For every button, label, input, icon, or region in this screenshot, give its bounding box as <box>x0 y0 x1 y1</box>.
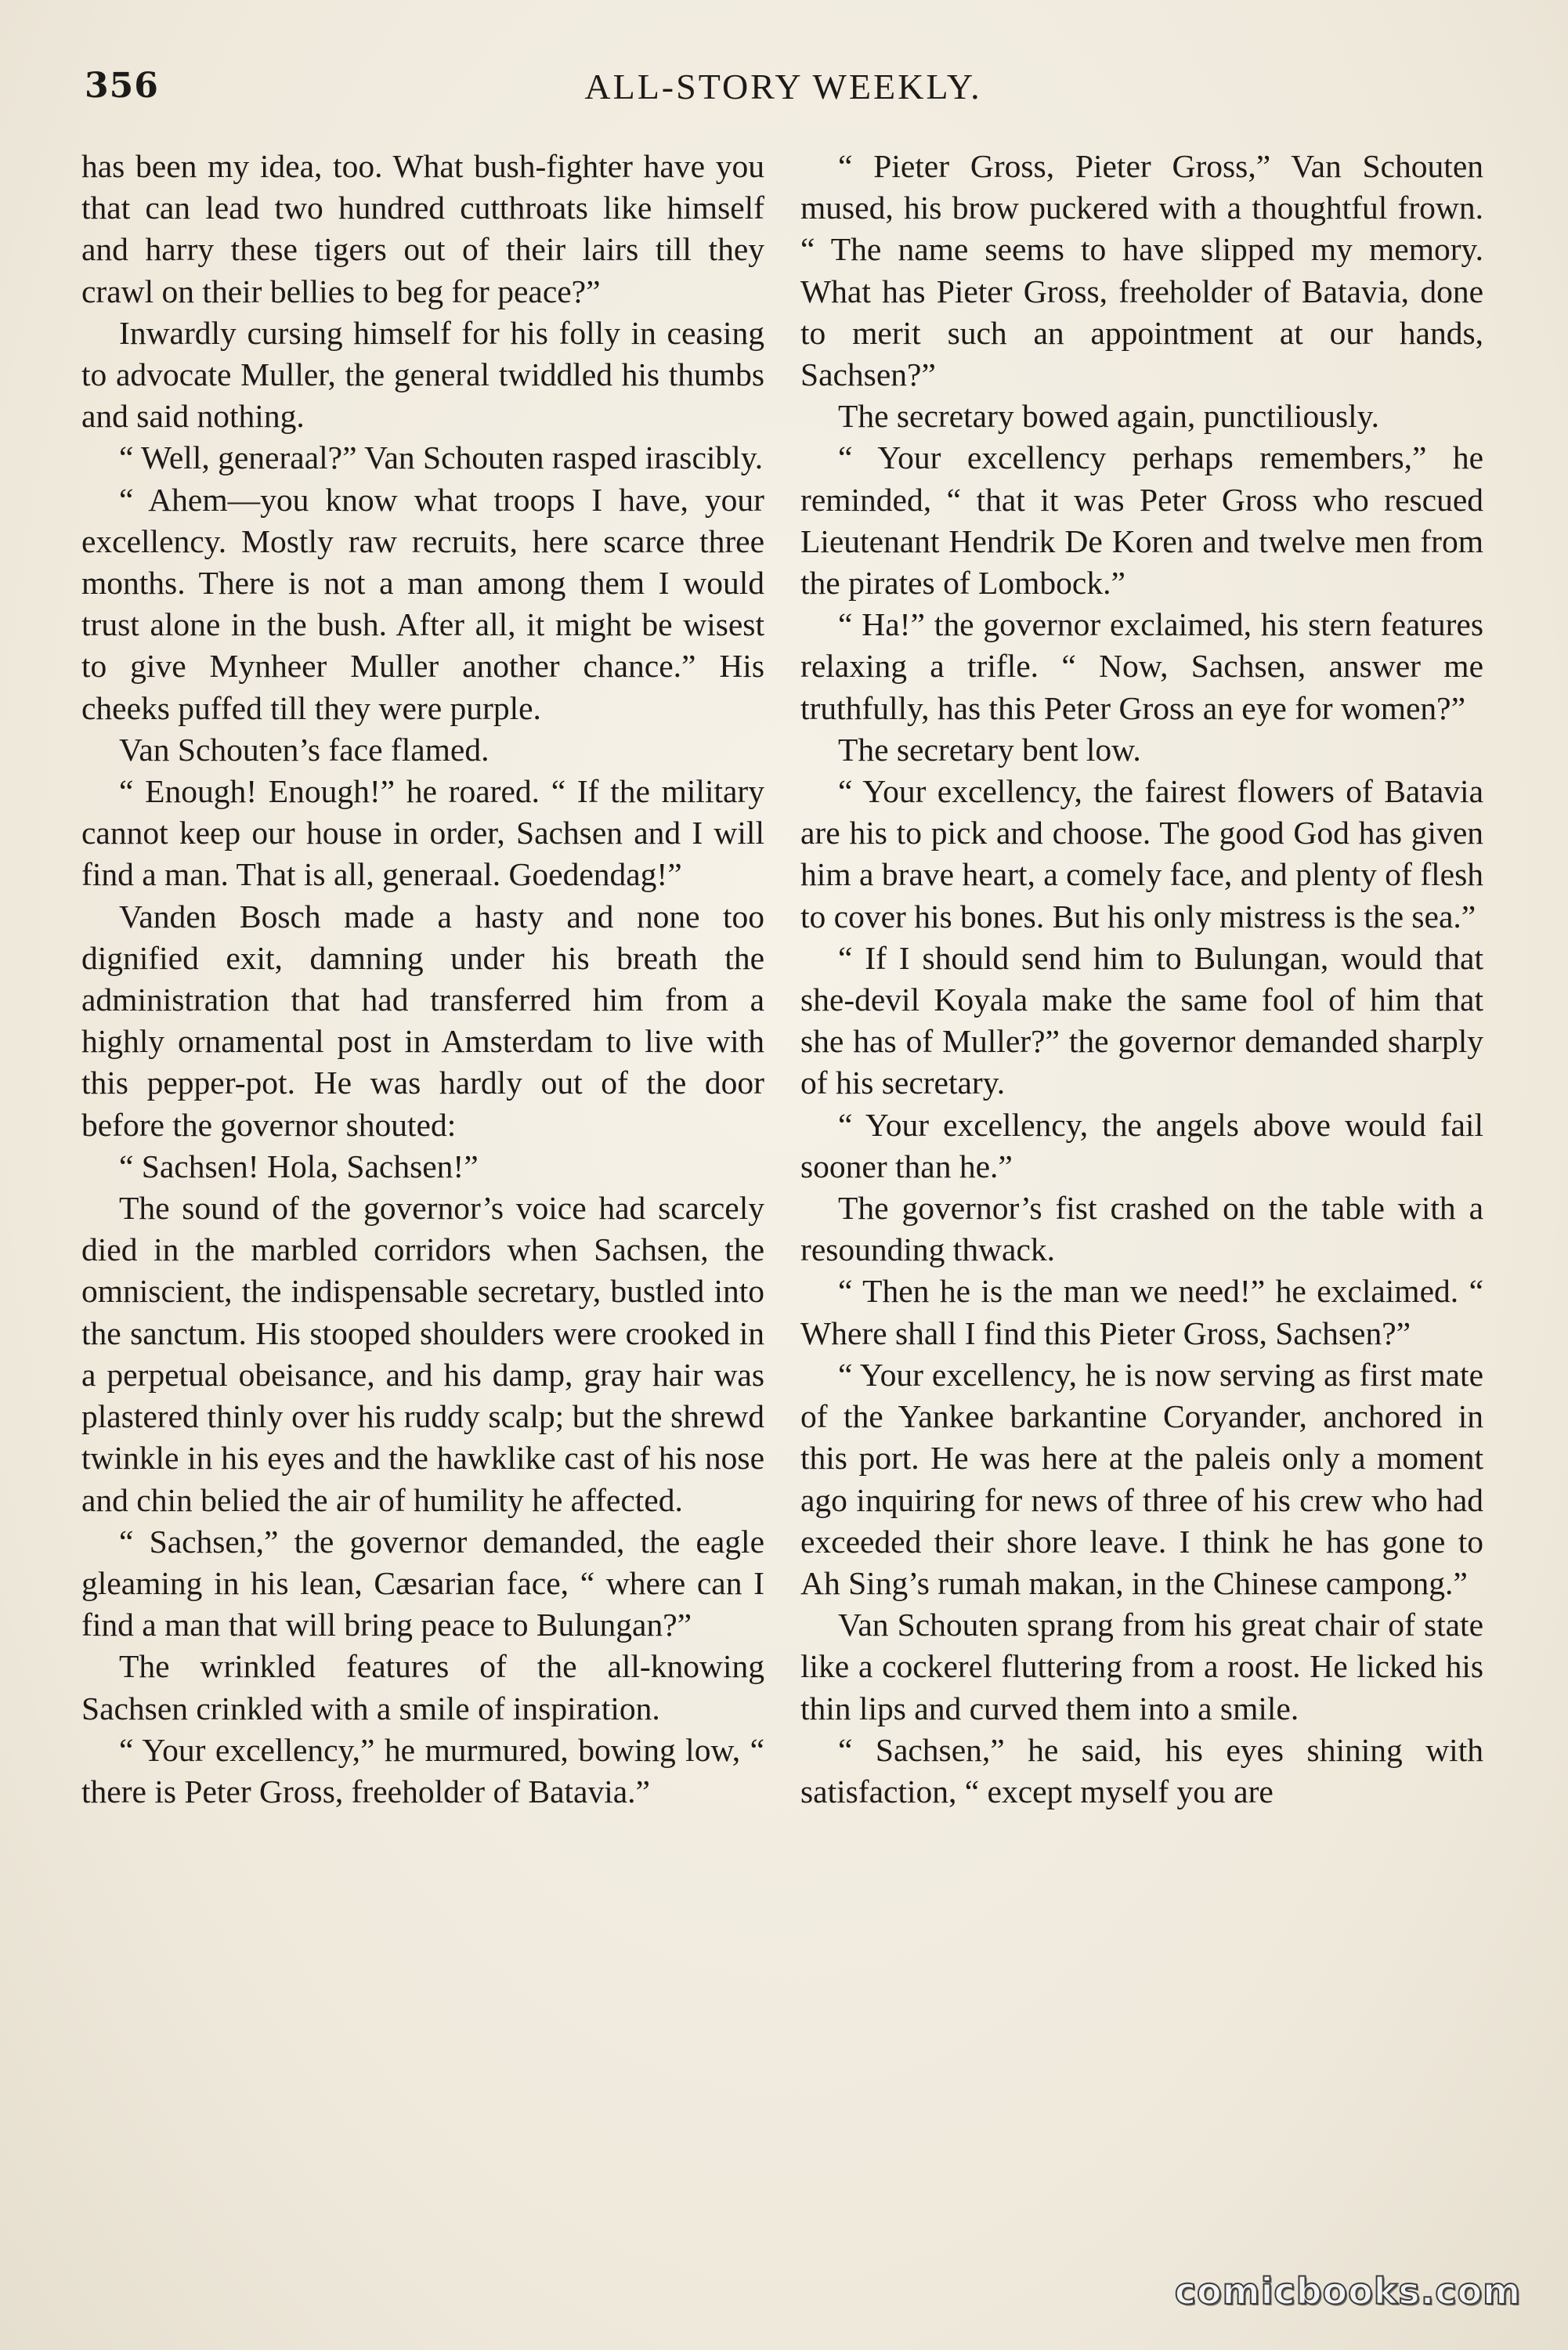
paragraph: Inwardly cursing himself for his folly in ceasing to advocate Muller, the general twiddled his thumbs and said nothing. <box>81 314 764 435</box>
paragraph: Vanden Bosch made a hasty and none too dignified exit, damning under his breath the administration that had transferred him from a highly ornamental post in Amsterdam to live with this pepper-pot. He was hardly out of the door before the governor shouted: <box>81 898 764 1143</box>
paragraph: The governor’s fist crashed on the table with a resounding thwack. <box>800 1190 1483 1268</box>
paragraph: “ Ahem—you know what troops I have, your excellency. Mostly raw recruits, here scarce three months. There is not a man among them I would trust alone in the bush. After all, it might be wisest to give Mynheer Muller another chance.” His cheeks puffed till they were purple. <box>81 481 764 726</box>
paragraph: Van Schouten sprang from his great chair of state like a cockerel fluttering from a roost. He licked his thin lips and curved them into a smile. <box>800 1607 1483 1726</box>
paragraph: “ Then he is the man we need!” he exclaimed. “ Where shall I find this Pieter Gross, Sachsen?” <box>800 1273 1483 1351</box>
paragraph: “ Your excellency,” he murmured, bowing low, “ there is Peter Gross, freeholder of Batavia.” <box>81 1731 764 1810</box>
paragraph: “ Ha!” the governor exclaimed, his stern features relaxing a trifle. “ Now, Sachsen, answer me truthfully, has this Peter Gross an eye for women?” <box>800 606 1483 726</box>
paragraph: The secretary bowed again, punctiliously. <box>838 398 1380 435</box>
paragraph: “ Sachsen,” he said, his eyes shining with satisfaction, “ except myself you are <box>800 1731 1483 1810</box>
left-column <box>81 146 764 1813</box>
paragraph: “ If I should send him to Bulungan, would that she-devil Koyala make the same fool of him that she has of Muller?” the governor demanded sharply of his secretary. <box>800 939 1483 1101</box>
right-column <box>800 146 1483 1813</box>
watermark-logo: comicbooks.com <box>1174 2270 1521 2312</box>
paragraph: “ Sachsen,” the governor demanded, the eagle gleaming in his lean, Cæsarian face, “ where can I find a man that will bring peace to Bulungan?” <box>81 1523 764 1643</box>
paragraph: “ Enough! Enough!” he roared. “ If the military cannot keep our house in order, Sachsen and I will find a man. That is all, generaal. Goedendag!” <box>81 773 764 893</box>
text-columns <box>81 146 1483 2253</box>
paragraph: The secretary bent low. <box>838 731 1141 768</box>
paragraph: The wrinkled features of the all-knowing Sachsen crinkled with a smile of inspiration. <box>81 1648 764 1726</box>
page-header <box>78 66 1488 121</box>
paragraph: has been my idea, too. What bush-fighter have you that can lead two hundred cutthroats like himself and harry these tigers out of their lairs till they crawl on their bellies to beg for peace?” <box>81 148 764 309</box>
paragraph: “ Well, generaal?” Van Schouten rasped irascibly. <box>119 439 764 476</box>
paragraph: “ Your excellency, the fairest flowers of Batavia are his to pick and choose. The good God has given him a brave heart, a comely face, and plenty of flesh to cover his bones. But his only mistress is the sea.” <box>800 773 1483 935</box>
paragraph: “ Your excellency, he is now serving as first mate of the Yankee barkantine Coryander, anchored in this port. He was here at the paleis only a moment ago inquiring for news of three of his crew who had exceeded their shore leave. I think he has gone to Ah Sing’s rumah makan, in the Chinese campong.” <box>800 1356 1483 1601</box>
paragraph: “ Pieter Gross, Pieter Gross,” Van Schouten mused, his brow puckered with a thoughtful frown. “ The name seems to have slipped my memory. What has Pieter Gross, freeholder of Batavia, done to merit such an appointment at our hands, Sachsen?” <box>800 148 1483 393</box>
paragraph: “ Sachsen! Hola, Sachsen!” <box>119 1148 479 1184</box>
paragraph: “ Your excellency perhaps remembers,” he reminded, “ that it was Peter Gross who rescued Lieutenant Hendrik De Koren and twelve men from the pirates of Lombock.” <box>800 439 1483 602</box>
paragraph: The sound of the governor’s voice had scarcely died in the marbled corridors when Sachsen, the omniscient, the indispensable secretary, bustled into the sanctum. His stooped shoulders were crooked in a perpetual obeisance, and his damp, gray hair was plastered thinly over his ruddy scalp; but the shrewd twinkle in his eyes and the hawklike cast of his nose and chin belied the air of humility he affected. <box>81 1190 764 1518</box>
paragraph: Van Schouten’s face flamed. <box>119 731 490 768</box>
running-title: ALL-STORY WEEKLY. <box>584 67 982 107</box>
page-number: 356 <box>85 66 159 106</box>
paragraph: “ Your excellency, the angels above would fail sooner than he.” <box>800 1106 1483 1184</box>
